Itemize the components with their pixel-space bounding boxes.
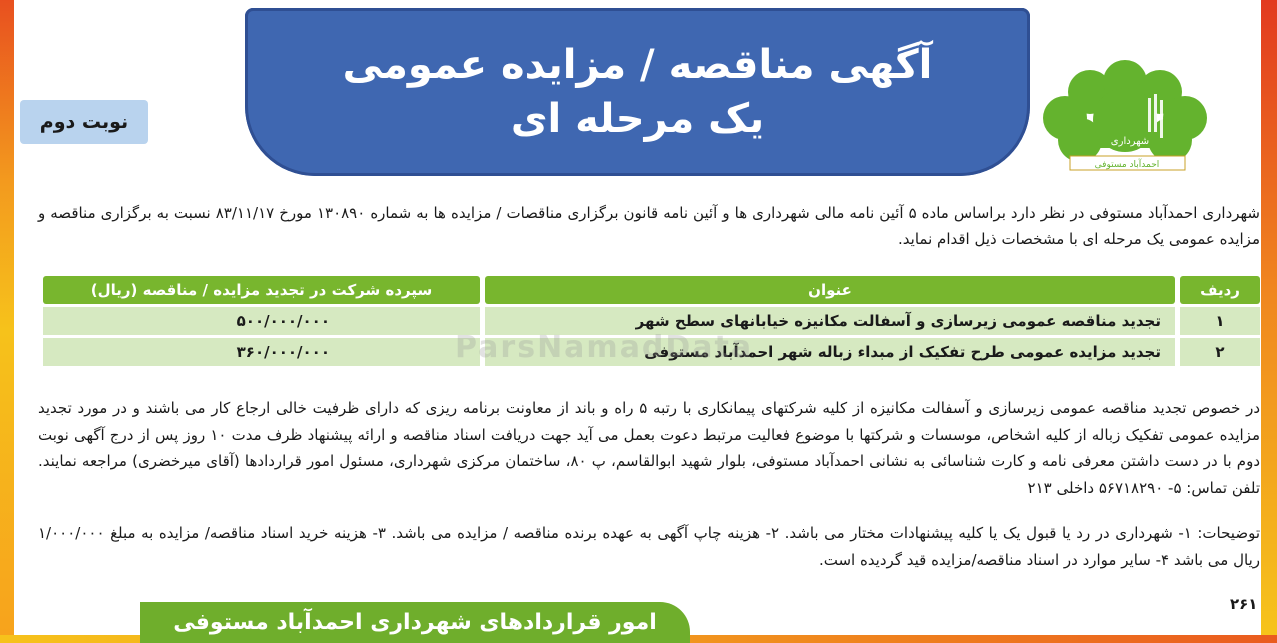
- col-header-index: ردیف: [1180, 276, 1260, 304]
- page-number: ۲۶۱: [1230, 595, 1258, 613]
- row-deposit: ۳۶۰/۰۰۰/۰۰۰: [43, 338, 480, 366]
- footer-banner: امور قراردادهای شهرداری احمدآباد مستوفی: [140, 602, 690, 643]
- row-index: ۲: [1180, 338, 1260, 366]
- row-deposit: ۵۰۰/۰۰۰/۰۰۰: [43, 307, 480, 335]
- logo-label: شهرداری: [1110, 136, 1150, 147]
- municipality-logo-icon: [1030, 50, 1225, 180]
- page-title: آگهی مناقصه / مزایده عمومی: [342, 42, 933, 88]
- intro-paragraph: شهرداری احمدآباد مستوفی در نظر دارد براساس ماده ۵ آئین نامه مالی شهرداری ها و آئین نامه قانون برگزاری مناقصات / مزایده ها به شماره ۱۳۰۸۹۰ مورخ ۸۳/۱۱/۱۷ نسبت به برگزاری مناقصه و مزایده عمومی یک مرحله ای با مشخصات ذیل اقدام نماید.: [38, 204, 1261, 248]
- frame-right-stripe: [1261, 0, 1277, 643]
- col-header-deposit: سپرده شرکت در تجدید مزایده / مناقصه (ریال): [43, 276, 480, 304]
- frame-left-stripe: [0, 0, 14, 330]
- col-header-title: عنوان: [485, 276, 1175, 304]
- table-header-row: [38, 276, 1260, 304]
- logo-sublabel: احمدآباد مستوفی: [1094, 160, 1160, 170]
- row-title: تجدید مناقصه عمومی زیرسازی و آسفالت مکانیزه خیابانهای سطح شهر: [485, 307, 1175, 335]
- notes-paragraph: توضیحات: ۱- شهرداری در رد یا قبول یک یا کلیه پیشنهادات مختار می باشد. ۲- هزینه چاپ آگهی به عهده برنده مناقصه / مزایده می باشد. ۳- هزینه خرید اسناد مناقصه/ مزایده به مبلغ ۱/۰۰۰/۰۰۰ ریال می باشد ۴- سایر موارد در اسناد مناقصه/مزایده قید گردیده است.: [38, 524, 1260, 569]
- page-subtitle: یک مرحله ای: [510, 96, 765, 142]
- body-paragraph: در خصوص تجدید مناقصه عمومی زیرسازی و آسفالت مکانیزه از کلیه شرکتهای پیمانکاری با رتبه ۵ راه و باند از معاونت برنامه ریزی که دارای ظرفیت خالی ارجاع کار می باشند و در مورد تجدید مزایده عمومی تفکیک زباله از کلیه اشخاص، موسسات و شرکتها با موضوع فعالیت مرتبط دعوت بعمل می آید جهت دریافت اسناد مناقصه و ارائه پیشنهاد ظرف مدت ۱۰ روز پس از درج آگهی نوبت دوم با در دست داشتن معرفی نامه و کارت شناسائی به نشانی احمدآباد مستوفی، بلوار شهید ابوالقاسم، پ ۸۰، ساختمان مرکزی شهرداری، مسئول امور قراردادها (آقای میرخضری) مراجعه نمایند. تلفن تماس: ۵- ۵۶۷۱۸۲۹۰ داخلی ۲۱۳: [38, 399, 1261, 497]
- row-index: ۱: [1180, 307, 1260, 335]
- header-banner: [245, 8, 1030, 176]
- watermark: ParsNamadData: [455, 330, 754, 365]
- row-title: تجدید مزایده عمومی طرح تفکیک از مبداء زباله شهر احمدآباد مستوفی: [485, 338, 1175, 366]
- round-badge: نوبت دوم: [20, 100, 148, 144]
- frame-left-stripe-lower: [0, 330, 14, 643]
